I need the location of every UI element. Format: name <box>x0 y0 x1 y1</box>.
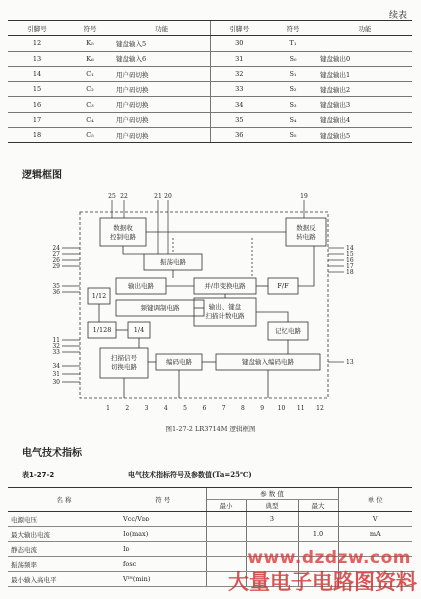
pin-symbol: S₁ <box>268 66 318 81</box>
pin-label-left: 33 <box>52 349 60 356</box>
spec-symbol: Iᴏ(max) <box>120 527 206 542</box>
table-row <box>8 512 412 527</box>
pin-label-bottom: 1 <box>106 405 110 412</box>
pin-symbol: K₅ <box>66 36 114 51</box>
table-row <box>8 51 412 66</box>
pin-symbol: S₄ <box>268 112 318 127</box>
spec-min <box>206 527 246 542</box>
label-div4: 1/4 <box>133 326 145 334</box>
label-data-rev-1: 数据反 <box>296 224 316 232</box>
pin-function <box>318 36 412 51</box>
header-symbol: 符号 <box>66 21 114 36</box>
pin-label-left: 36 <box>52 289 60 296</box>
spec-name: 最大输出电流 <box>8 527 120 542</box>
pin-no: 17 <box>8 112 66 127</box>
pin-label-top: 19 <box>300 193 308 200</box>
pin-label-left: 34 <box>52 363 60 370</box>
pin-no: 34 <box>210 97 268 112</box>
spec-unit: V <box>338 512 412 527</box>
label-enc: 编码电路 <box>166 358 192 366</box>
pin-no: 14 <box>8 66 66 81</box>
spec-symbol: Iᴅ <box>120 542 206 557</box>
pin-label-right: 15 <box>346 251 354 258</box>
logic-diagram-title: 逻辑框图 <box>22 170 62 181</box>
table-row <box>8 36 412 51</box>
pin-no: 13 <box>8 51 66 66</box>
pin-function: 用户码切换 <box>114 112 210 127</box>
pin-label-left: 30 <box>52 379 60 386</box>
table-row <box>8 97 412 112</box>
pin-label-left: 11 <box>52 337 60 344</box>
pin-no: 15 <box>8 82 66 97</box>
spec-table-header <box>8 488 412 500</box>
pin-label-right: 14 <box>346 245 354 252</box>
spec-symbol: fosc <box>120 557 206 572</box>
header-min: 最小 <box>206 500 246 512</box>
spec-table-title: 电气技术指标符号及参数值(Ta=25℃) <box>128 470 252 479</box>
pin-function: 用户码切换 <box>114 66 210 81</box>
pin-symbol: C₂ <box>66 82 114 97</box>
header-typ: 典型 <box>246 500 298 512</box>
pin-label-top: 21 <box>154 193 162 200</box>
pin-label-left: 27 <box>52 251 60 258</box>
pin-table-header <box>8 21 412 36</box>
spec-name: 最小输入高电平 <box>8 572 120 587</box>
spec-max: 1.0 <box>298 527 338 542</box>
label-data-rev-2: 转电路 <box>296 233 316 241</box>
pin-symbol: T₁ <box>268 36 318 51</box>
header-pin-no: 引脚号 <box>8 21 66 36</box>
header-function: 功能 <box>114 21 210 36</box>
spec-min <box>206 542 246 557</box>
label-data-ctrl-2: 控制电路 <box>110 233 136 241</box>
watermark-url: www.dzdzw.com <box>247 548 411 568</box>
header-symbol-2: 符号 <box>268 21 318 36</box>
spec-typ <box>246 527 298 542</box>
table-row <box>8 112 412 127</box>
pin-label-bottom: 2 <box>125 405 130 412</box>
pin-label-left: 31 <box>52 371 60 378</box>
pin-no: 32 <box>210 66 268 81</box>
header-pin-no-2: 引脚号 <box>210 21 268 36</box>
table-row <box>8 82 412 97</box>
spec-name: 振荡频率 <box>8 557 120 572</box>
header-symbol: 符 号 <box>120 488 206 512</box>
label-div12: 1/12 <box>91 292 107 300</box>
pin-no: 16 <box>8 97 66 112</box>
pin-function: 用户码切换 <box>114 97 210 112</box>
spec-symbol: Vᴵᴴ(min) <box>120 572 206 587</box>
label-ff: F/F <box>277 282 289 290</box>
pin-function: 键盘输出1 <box>318 66 412 81</box>
block-data-rev <box>286 218 326 246</box>
pin-symbol: C₃ <box>66 97 114 112</box>
pin-function: 键盘输出4 <box>318 112 412 127</box>
pin-function: 用户码切换 <box>114 128 210 143</box>
pin-label-bottom: 5 <box>183 405 188 412</box>
pin-symbol: C₅ <box>66 128 114 143</box>
label-div128: 1/128 <box>92 326 112 334</box>
spec-table-number: 表1-27-2 <box>22 471 55 479</box>
pin-label-bottom: 12 <box>316 405 324 412</box>
block-data-ctrl <box>100 218 146 246</box>
pin-no: 30 <box>210 36 268 51</box>
label-scan-2: 切换电路 <box>111 363 137 371</box>
pin-function: 键盘输出5 <box>318 128 412 143</box>
diagram-caption: 图1-27-2 LR3714M 逻辑框图 <box>165 425 256 433</box>
pin-label-left: 32 <box>52 343 60 350</box>
pin-label-left: 24 <box>52 245 60 252</box>
pin-label-bottom: 4 <box>163 405 168 412</box>
header-params: 参 数 值 <box>206 488 338 500</box>
label-out: 输出电路 <box>128 282 154 290</box>
table-row <box>8 66 412 81</box>
table-row <box>8 128 412 143</box>
pin-symbol: S₅ <box>268 128 318 143</box>
pin-label-right: 18 <box>346 269 354 276</box>
pin-label-left: 35 <box>52 283 60 290</box>
pin-label-bottom: 11 <box>296 405 305 412</box>
label-fsk: 频键调制电路 <box>140 304 180 312</box>
pin-function: 键盘输入6 <box>114 51 210 66</box>
pin-label-top: 22 <box>120 193 128 200</box>
pin-function: 用户码切换 <box>114 82 210 97</box>
spec-name: 静态电流 <box>8 542 120 557</box>
pin-label-top: 20 <box>164 193 172 200</box>
label-conv: 并/串变换电路 <box>204 282 246 290</box>
pin-label-left: 26 <box>52 257 60 264</box>
label-osc: 振荡电路 <box>160 258 186 266</box>
header-unit: 单 位 <box>338 488 412 512</box>
spec-min <box>206 512 246 527</box>
pin-label-top: 25 <box>108 193 116 200</box>
pin-label-bottom: 8 <box>240 405 245 412</box>
pin-function-table <box>8 20 412 143</box>
label-latch-2: 扫描计数电路 <box>205 312 245 320</box>
pin-no: 18 <box>8 128 66 143</box>
pin-label-left: 29 <box>52 263 60 270</box>
elec-spec-title: 电气技术指标 <box>22 448 82 459</box>
label-mem: 记忆电路 <box>275 327 301 335</box>
pin-no: 33 <box>210 82 268 97</box>
pin-label-right: 17 <box>346 263 354 270</box>
pin-no: 36 <box>210 128 268 143</box>
pin-symbol: S₂ <box>268 82 318 97</box>
pin-label-bottom: 7 <box>221 405 226 412</box>
pin-symbol: S₀ <box>268 51 318 66</box>
continued-label: 续表 <box>388 11 407 21</box>
pin-no: 12 <box>8 36 66 51</box>
pin-function: 键盘输出2 <box>318 82 412 97</box>
pin-symbol: C₄ <box>66 112 114 127</box>
header-name: 名 称 <box>8 488 120 512</box>
pin-symbol: C₁ <box>66 66 114 81</box>
watermark-text: 大量电子电路图资料 <box>228 570 417 594</box>
table-row <box>8 527 412 542</box>
pin-label-bottom: 9 <box>260 405 265 412</box>
pin-label-bottom: 6 <box>202 405 207 412</box>
spec-unit: mA <box>338 527 412 542</box>
header-max: 最大 <box>298 500 338 512</box>
pin-label-bottom: 10 <box>277 405 286 412</box>
header-function-2: 功能 <box>318 21 412 36</box>
spec-symbol: Vcc/Vᴅᴅ <box>120 512 206 527</box>
pin-function: 键盘输出3 <box>318 97 412 112</box>
spec-name: 电源电压 <box>8 512 120 527</box>
pin-function: 键盘输出0 <box>318 51 412 66</box>
pin-symbol: S₃ <box>268 97 318 112</box>
logic-block-diagram <box>52 193 354 420</box>
pin-symbol: K₆ <box>66 51 114 66</box>
label-data-ctrl-1: 数据收 <box>113 224 133 232</box>
spec-max <box>298 512 338 527</box>
pin-no: 35 <box>210 112 268 127</box>
pin-function: 键盘输入5 <box>114 36 210 51</box>
pin-label-bottom: 3 <box>144 405 149 412</box>
pin-label-right: 16 <box>346 257 354 264</box>
spec-typ: 3 <box>246 512 298 527</box>
pin-no: 31 <box>210 51 268 66</box>
label-scan-1: 扫描信号 <box>111 354 137 362</box>
label-latch-1: 输出、键盘 <box>208 303 242 311</box>
label-kbd: 键盘输入编码电路 <box>242 358 294 366</box>
pin-label-right: 13 <box>346 359 354 366</box>
